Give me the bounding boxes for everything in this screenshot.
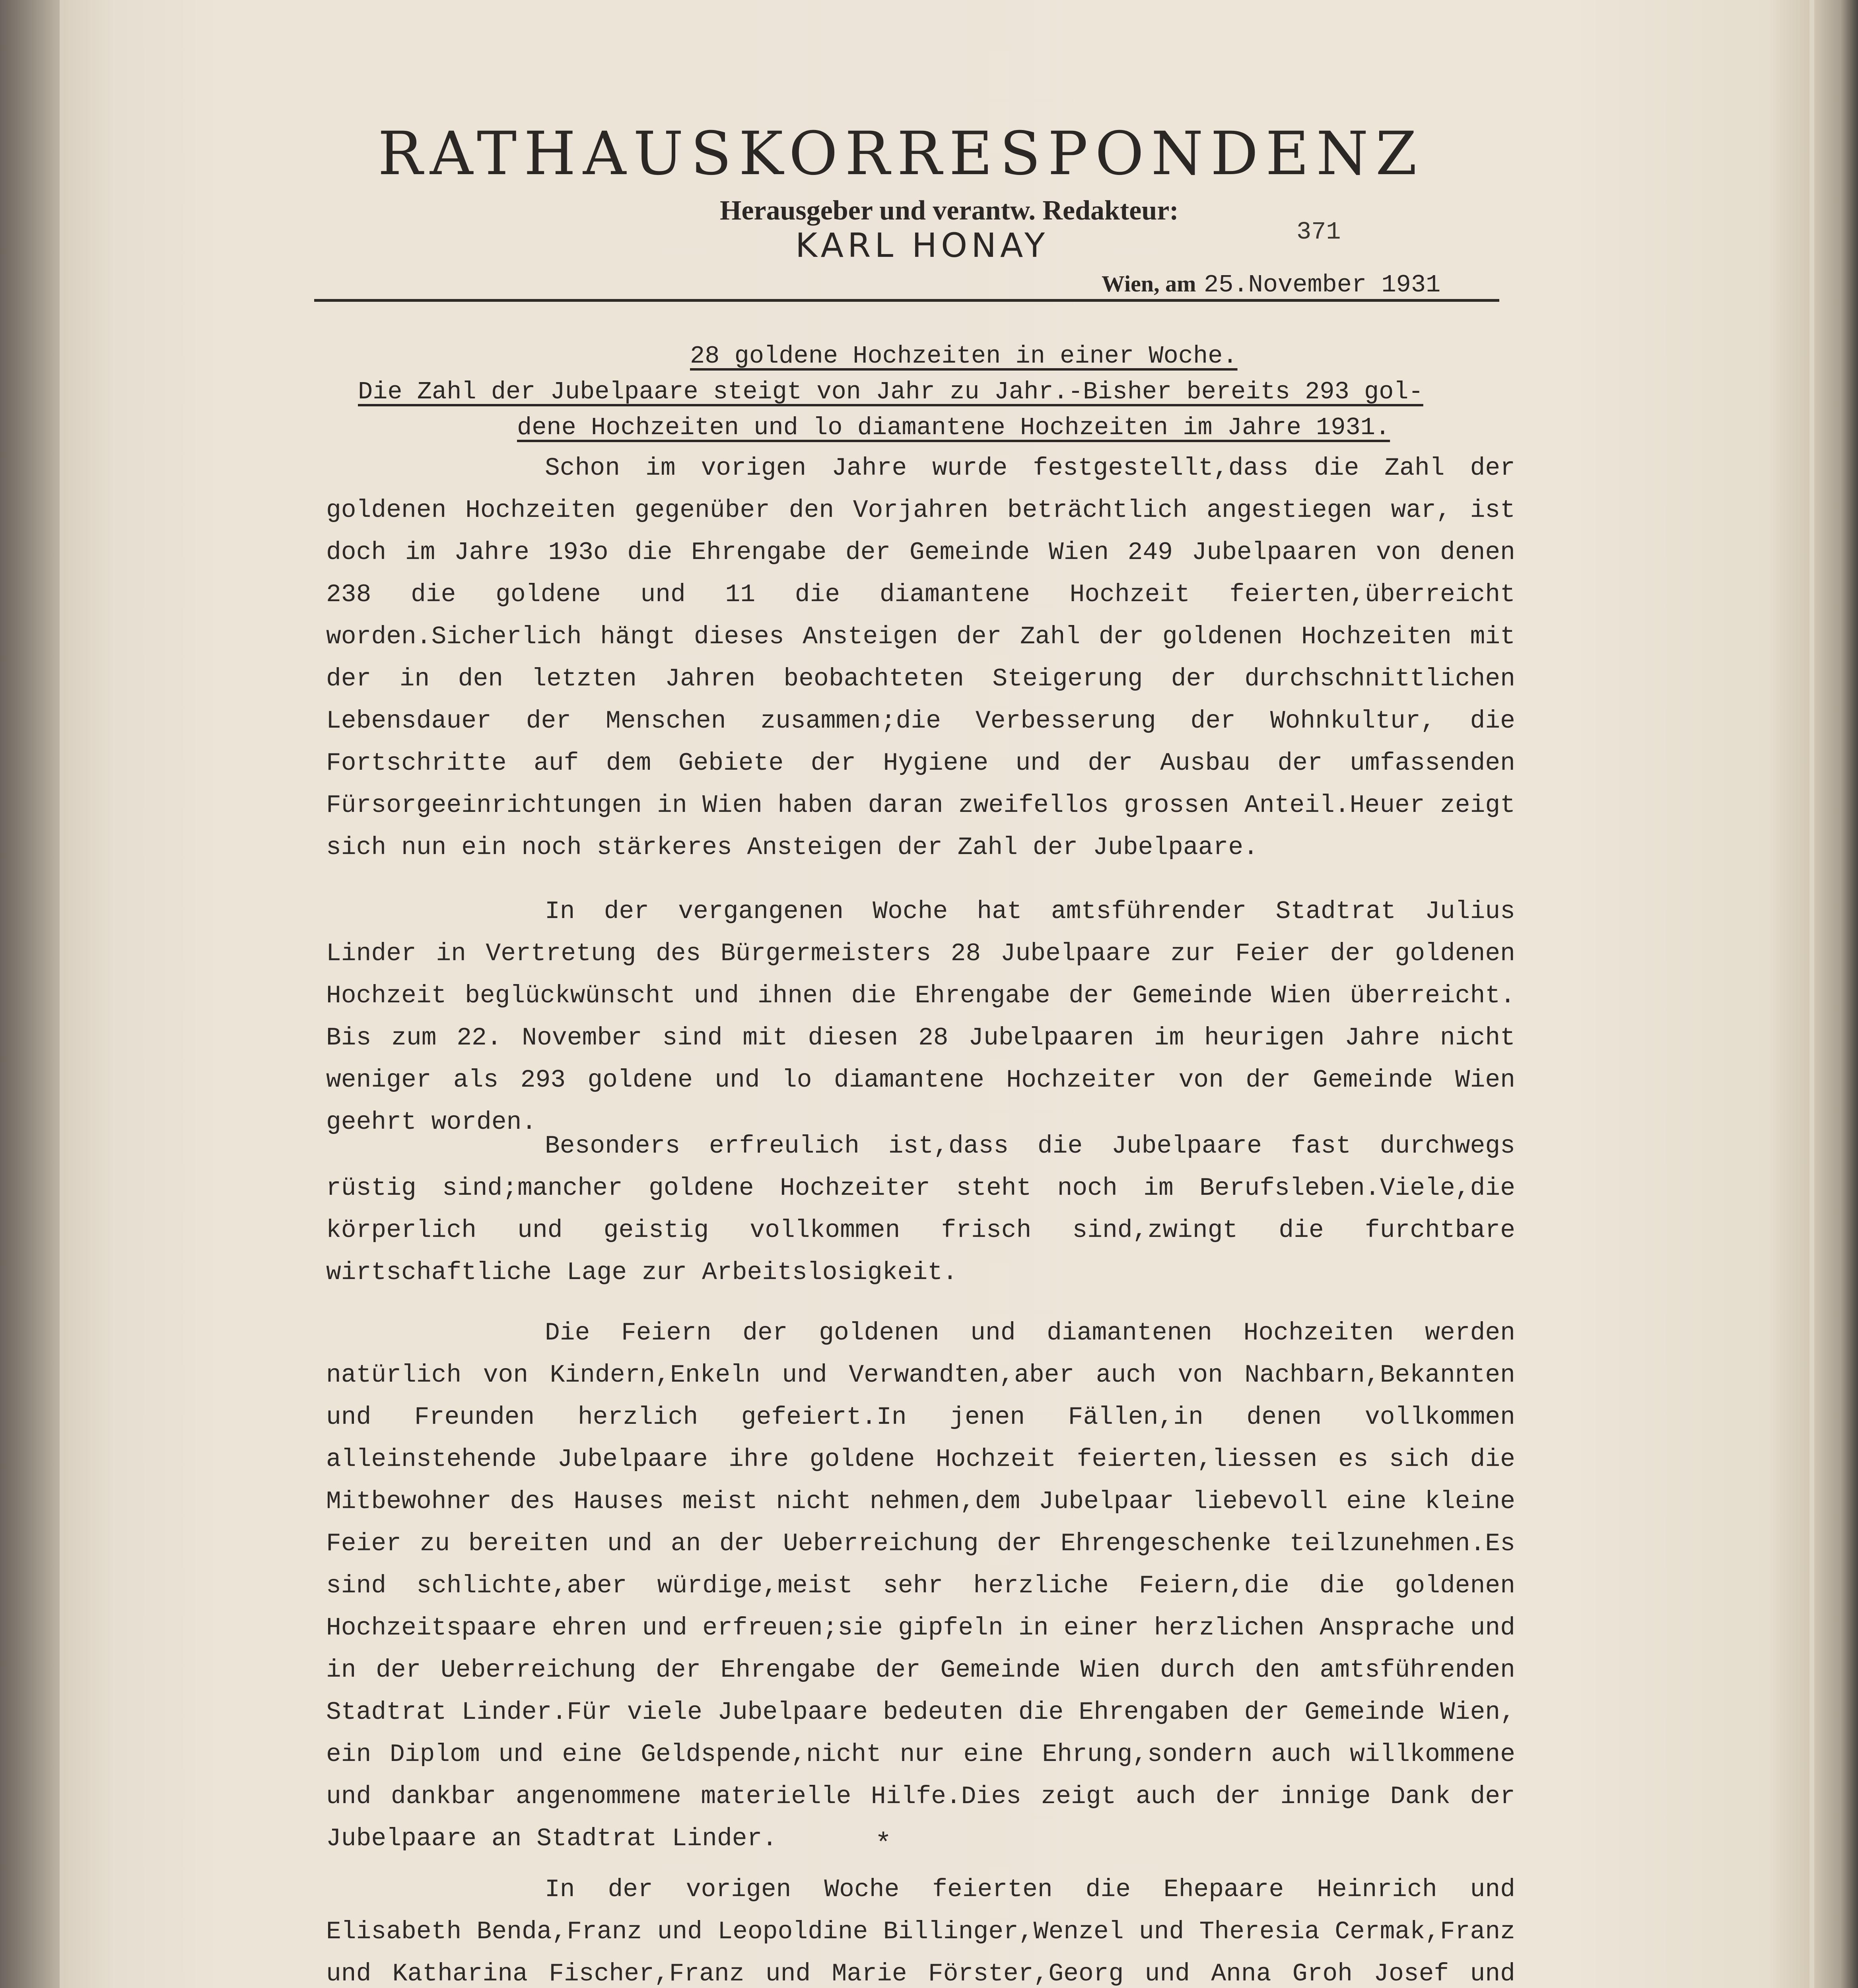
date-value: 25.November 1931 (1200, 271, 1444, 301)
date-prefix: Wien, am (1102, 271, 1196, 297)
editor-name: KARL HONAY (795, 226, 1049, 265)
paragraph-5: In der vorigen Woche feierten die Ehepaare Heinrich und Elisabeth Benda,Franz und Leopoldine Billinger,Wenzel und Theresia Cermak,Franz und Katharina Fischer,Franz und Marie Förster,Georg und Anna Groh Josef und (326, 1875, 1515, 1988)
paragraph-4: Die Feiern der goldenen und diamantenen Hochzeiten werden natürlich von Kindern,Enkeln und Verwandten,aber auch von Nachbarn,Bekannten und Freunden herzlich gefeiert.In jenen Fällen,in denen vollkommen alleinstehende Jubelpaare ihre goldene Hochzeit feierten,liessen es sich die Mitbewohner des Hauses meist nicht nehmen,dem Jubelpaar liebevoll eine kleine Feier zu bereiten und an der Ueberreichung der Ehrengeschenke teilzunehmen.Es sind schlichte,aber würdige,meist sehr herzliche Feiern,die die goldenen Hochzeitspaare ehren und erfreuen;sie gipfeln in einer herzlichen Ansprache und in der Ueberreichung der Ehrengabe der Gemeinde Wien durch den amtsführenden Stadtrat Linder.Für viele Jubelpaare bedeuten die Ehrengaben der Gemeinde Wien, ein Diplom und eine Geldspende,nicht nur eine Ehrung,sondern auch willkommene und dankbar angenommene materielle Hilfe.Dies zeigt auch der innige Dank der Jubelpaare an Stadtrat Linder. (326, 1319, 1515, 1853)
masthead-title: RATHAUSKORRESPONDENZ (378, 119, 1424, 188)
paragraph-2: In der vergangenen Woche hat amtsführender Stadtrat Julius Linder in Vertretung des Bürgermeisters 28 Jubelpaare zur Feier der goldenen Hochzeit beglückwünscht und ihnen die Ehrengabe der Gemeinde Wien überreicht. Bis zum 22. November sind mit diesen 28 Jubelpaaren im heurigen Jahre nicht weniger als 293 goldene und lo diamantene Hochzeiter von der Gemeinde Wien geehrt worden. (326, 897, 1515, 1136)
headline-2: Die Zahl der Jubelpaare steigt von Jahr zu Jahr.-Bisher bereits 293 gol- (358, 378, 1423, 406)
page-edge (1814, 0, 1858, 1988)
paragraph-1: Schon im vorigen Jahre wurde festgestellt,dass die Zahl der goldenen Hochzeiten gegenüber den Vorjahren beträchtlich angestiegen war, ist doch im Jahre 193o die Ehrengabe der Gemeinde Wien 249 Jubelpaaren von denen 238 die goldene und 11 die diamantene Hochzeit feierten,überreicht worden.Sicherlich hängt dieses Ansteigen der Zahl der goldenen Hochzeiten mit der in den letzten Jahren beobachteten Steigerung der durchschnittlichen Lebensdauer der Menschen zusammen;die Verbesserung der Wohnkultur, die Fortschritte auf dem Gebiete der Hygiene und der Ausbau der umfassenden Fürsorgeeinrichtungen in Wien haben daran zweifellos grossen Anteil.Heuer zeigt sich nun ein noch stärkeres Ansteigen der Zahl der Jubelpaare. (326, 454, 1515, 862)
date-line (1102, 270, 1444, 299)
publisher-label: Herausgeber und verantw. Redakteur: (720, 195, 1179, 226)
header-rule (314, 299, 1499, 302)
headline-3: dene Hochzeiten und lo diamantene Hochzeiten im Jahre 1931. (517, 414, 1390, 442)
paragraph-3: Besonders erfreulich ist,dass die Jubelpaare fast durchwegs rüstig sind;mancher goldene Hochzeiter steht noch im Berufsleben.Viele,die körperlich und geistig vollkommen frisch sind,zwingt die furchtbare wirtschaftliche Lage zur Arbeitslosigkeit. (326, 1132, 1515, 1287)
headline-1: 28 goldene Hochzeiten in einer Woche. (690, 342, 1238, 370)
section-separator: * (875, 1829, 892, 1860)
page-number: 371 (1296, 218, 1341, 246)
